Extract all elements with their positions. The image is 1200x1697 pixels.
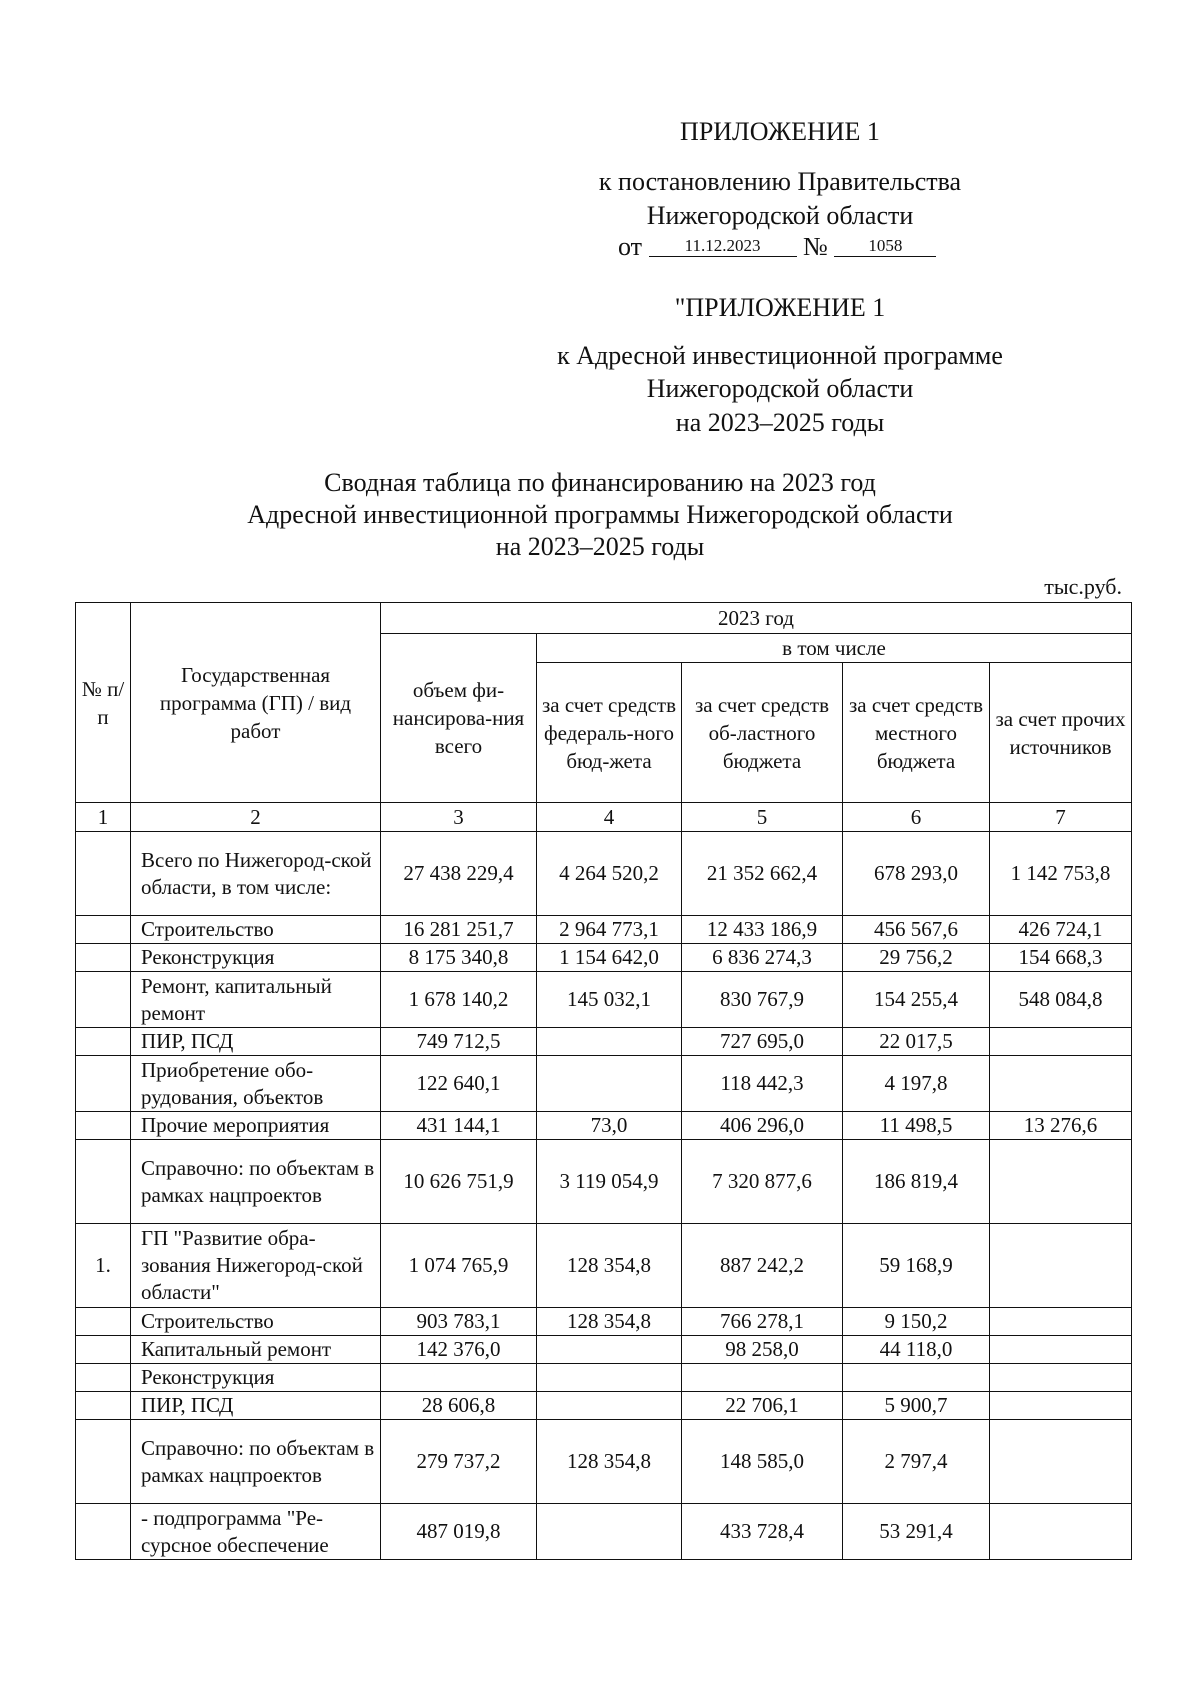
table-row (76, 944, 1132, 972)
cell-other (990, 1056, 1132, 1112)
cell-local: 456 567,6 (843, 916, 990, 944)
table-row (76, 1224, 1132, 1308)
program-line-2: Нижегородской области (646, 374, 914, 403)
cell-total: 27 438 229,4 (381, 832, 537, 916)
header-year: 2023 год (381, 603, 1132, 634)
cell-total: 487 019,8 (381, 1504, 537, 1560)
cell-regional: 406 296,0 (682, 1112, 843, 1140)
cell-regional: 6 836 274,3 (682, 944, 843, 972)
cell-federal: 145 032,1 (537, 972, 682, 1028)
cell-regional: 98 258,0 (682, 1336, 843, 1364)
resolution-number: 1058 (834, 236, 936, 257)
table-row (76, 1420, 1132, 1504)
cell-local: 9 150,2 (843, 1308, 990, 1336)
cell-regional (682, 1364, 843, 1392)
cell-total: 28 606,8 (381, 1392, 537, 1420)
cell-total: 10 626 751,9 (381, 1140, 537, 1224)
cell-federal (537, 1336, 682, 1364)
document-title (100, 467, 1100, 563)
cell-federal: 4 264 520,2 (537, 832, 682, 916)
row-number (76, 1420, 131, 1504)
row-number: 1. (76, 1224, 131, 1308)
date-prefix: от (618, 232, 643, 261)
cell-other (990, 1308, 1132, 1336)
cell-other: 1 142 753,8 (990, 832, 1132, 916)
cell-local: 678 293,0 (843, 832, 990, 916)
row-name: - подпрограмма "Ре-сурсное обеспечение (131, 1504, 381, 1560)
number-sign: № (803, 232, 828, 261)
resolution-date-line (618, 232, 936, 262)
column-number: 3 (381, 803, 537, 832)
title-line-3: на 2023–2025 годы (495, 532, 705, 561)
column-number: 4 (537, 803, 682, 832)
cell-other: 426 724,1 (990, 916, 1132, 944)
row-number (76, 1504, 131, 1560)
cell-total: 279 737,2 (381, 1420, 537, 1504)
row-number (76, 916, 131, 944)
row-name: Справочно: по объектам в рамках нацпроектов (131, 1140, 381, 1224)
cell-other (990, 1336, 1132, 1364)
cell-local: 5 900,7 (843, 1392, 990, 1420)
cell-other (990, 1504, 1132, 1560)
column-number: 6 (843, 803, 990, 832)
table-body (76, 832, 1132, 1560)
title-line-2: Адресной инвестиционной программы Нижегородской области (247, 500, 953, 529)
row-number (76, 1112, 131, 1140)
appendix-heading: ПРИЛОЖЕНИЕ 1 (680, 117, 880, 146)
table-row (76, 1028, 1132, 1056)
row-name: Ремонт, капитальный ремонт (131, 972, 381, 1028)
cell-regional: 22 706,1 (682, 1392, 843, 1420)
column-number: 2 (131, 803, 381, 832)
cell-total: 16 281 251,7 (381, 916, 537, 944)
cell-other: 154 668,3 (990, 944, 1132, 972)
cell-other: 13 276,6 (990, 1112, 1132, 1140)
cell-total: 1 678 140,2 (381, 972, 537, 1028)
cell-federal: 2 964 773,1 (537, 916, 682, 944)
cell-total: 749 712,5 (381, 1028, 537, 1056)
row-name: Прочие мероприятия (131, 1112, 381, 1140)
row-number (76, 1140, 131, 1224)
cell-regional: 727 695,0 (682, 1028, 843, 1056)
cell-total (381, 1364, 537, 1392)
row-number (76, 1056, 131, 1112)
row-name: Всего по Нижегород-ской области, в том числе: (131, 832, 381, 916)
column-number: 5 (682, 803, 843, 832)
table-row (76, 916, 1132, 944)
cell-local: 11 498,5 (843, 1112, 990, 1140)
cell-local (843, 1364, 990, 1392)
row-name: Строительство (131, 1308, 381, 1336)
cell-regional: 12 433 186,9 (682, 916, 843, 944)
cell-total: 431 144,1 (381, 1112, 537, 1140)
resolution-line-1: к постановлению Правительства (598, 167, 962, 196)
header-num: № п/п (76, 603, 131, 803)
cell-other (990, 1224, 1132, 1308)
financing-table (75, 602, 1132, 1560)
cell-total: 903 783,1 (381, 1308, 537, 1336)
header-regional: за счет средств об-ластного бюджета (682, 663, 843, 803)
program-line-3: на 2023–2025 годы (675, 408, 885, 437)
cell-regional: 118 442,3 (682, 1056, 843, 1112)
resolution-date: 11.12.2023 (649, 236, 797, 257)
row-name: ПИР, ПСД (131, 1028, 381, 1056)
cell-local: 29 756,2 (843, 944, 990, 972)
cell-regional: 887 242,2 (682, 1224, 843, 1308)
row-name: Реконструкция (131, 1364, 381, 1392)
row-name: Приобретение обо-рудования, объектов (131, 1056, 381, 1112)
table-row (76, 1392, 1132, 1420)
cell-local: 53 291,4 (843, 1504, 990, 1560)
cell-other: 548 084,8 (990, 972, 1132, 1028)
row-number (76, 1392, 131, 1420)
cell-local: 2 797,4 (843, 1420, 990, 1504)
header-federal: за счет средств федераль-ного бюд-жета (537, 663, 682, 803)
table-row (76, 1308, 1132, 1336)
cell-federal: 128 354,8 (537, 1224, 682, 1308)
table-row (76, 1056, 1132, 1112)
cell-total: 122 640,1 (381, 1056, 537, 1112)
table-row (76, 1504, 1132, 1560)
table-row (76, 1336, 1132, 1364)
cell-federal: 1 154 642,0 (537, 944, 682, 972)
cell-federal: 128 354,8 (537, 1420, 682, 1504)
cell-federal (537, 1504, 682, 1560)
cell-other (990, 1028, 1132, 1056)
row-name: ПИР, ПСД (131, 1392, 381, 1420)
title-line-1: Сводная таблица по финансированию на 2023 год (324, 468, 876, 497)
cell-regional: 148 585,0 (682, 1420, 843, 1504)
cell-federal (537, 1392, 682, 1420)
cell-regional: 433 728,4 (682, 1504, 843, 1560)
program-line-1: к Адресной инвестиционной программе (557, 341, 1003, 370)
cell-federal: 128 354,8 (537, 1308, 682, 1336)
cell-total: 142 376,0 (381, 1336, 537, 1364)
header-local: за счет средств местного бюджета (843, 663, 990, 803)
cell-federal: 3 119 054,9 (537, 1140, 682, 1224)
cell-regional: 7 320 877,6 (682, 1140, 843, 1224)
cell-federal: 73,0 (537, 1112, 682, 1140)
row-number (76, 1308, 131, 1336)
cell-local: 59 168,9 (843, 1224, 990, 1308)
cell-local: 44 118,0 (843, 1336, 990, 1364)
column-number: 7 (990, 803, 1132, 832)
row-number (76, 1028, 131, 1056)
row-name: Строительство (131, 916, 381, 944)
table-row (76, 1140, 1132, 1224)
table-row (76, 972, 1132, 1028)
unit-label: тыс.руб. (1044, 574, 1122, 599)
cell-other (990, 1364, 1132, 1392)
column-number: 1 (76, 803, 131, 832)
cell-local: 186 819,4 (843, 1140, 990, 1224)
row-number (76, 832, 131, 916)
table-row (76, 832, 1132, 916)
row-name: Капитальный ремонт (131, 1336, 381, 1364)
header-other: за счет прочих источников (990, 663, 1132, 803)
row-number (76, 1364, 131, 1392)
row-name: Справочно: по объектам в рамках нацпроектов (131, 1420, 381, 1504)
cell-other (990, 1140, 1132, 1224)
appendix-heading-quoted: "ПРИЛОЖЕНИЕ 1 (674, 293, 886, 322)
cell-regional: 766 278,1 (682, 1308, 843, 1336)
cell-federal (537, 1364, 682, 1392)
table-row (76, 1112, 1132, 1140)
cell-local: 154 255,4 (843, 972, 990, 1028)
header-total: объем фи-нансирова-ния всего (381, 634, 537, 803)
resolution-line-2: Нижегородской области (646, 201, 914, 230)
cell-local: 22 017,5 (843, 1028, 990, 1056)
row-number (76, 1336, 131, 1364)
cell-regional: 830 767,9 (682, 972, 843, 1028)
cell-total: 1 074 765,9 (381, 1224, 537, 1308)
header-including: в том числе (537, 634, 1132, 663)
table-row (76, 1364, 1132, 1392)
header-program: Государственная программа (ГП) / вид работ (131, 603, 381, 803)
row-name: ГП "Развитие обра-зования Нижегород-ской области" (131, 1224, 381, 1308)
row-number (76, 944, 131, 972)
cell-total: 8 175 340,8 (381, 944, 537, 972)
cell-other (990, 1420, 1132, 1504)
row-name: Реконструкция (131, 944, 381, 972)
cell-other (990, 1392, 1132, 1420)
cell-federal (537, 1056, 682, 1112)
cell-local: 4 197,8 (843, 1056, 990, 1112)
cell-regional: 21 352 662,4 (682, 832, 843, 916)
row-number (76, 972, 131, 1028)
cell-federal (537, 1028, 682, 1056)
